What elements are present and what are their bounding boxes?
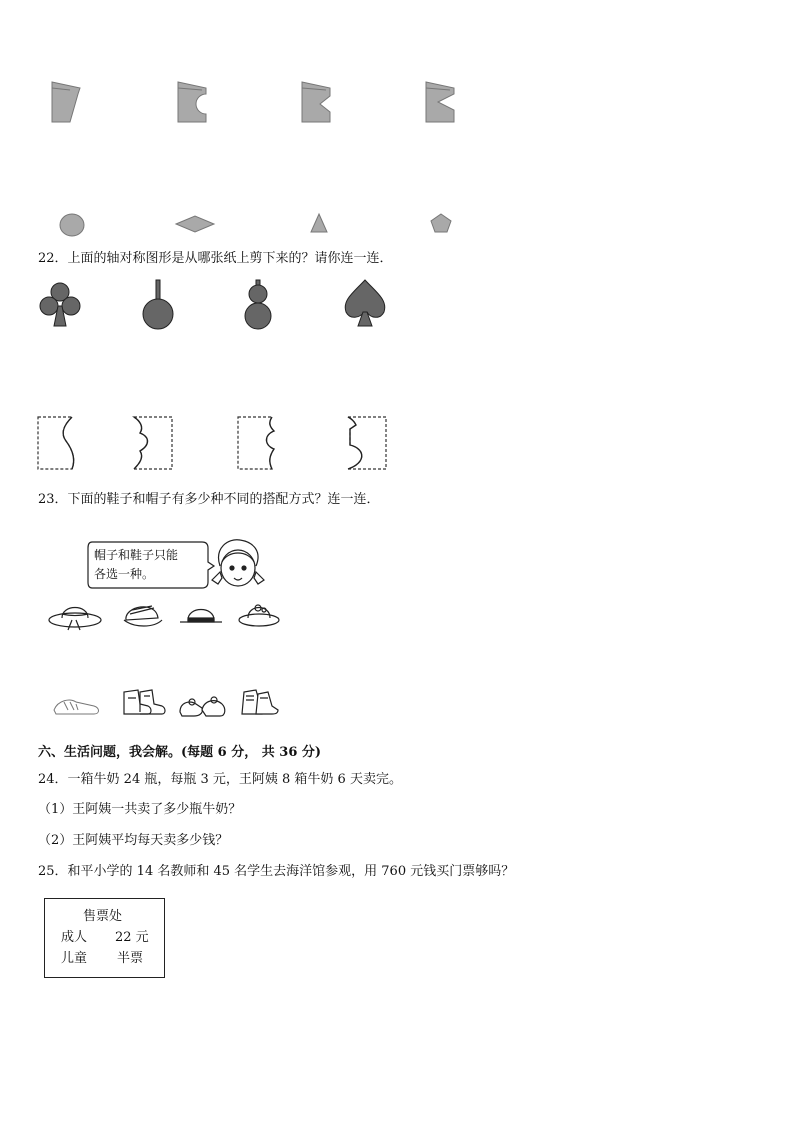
question-24: 24．一箱牛奶 24 瓶，每瓶 3 元，王阿姨 8 箱牛奶 6 天卖完。 — [38, 772, 402, 787]
section-6-heading: 六、生活问题，我会解。(每题 6 分， 共 36 分) — [38, 745, 322, 760]
dashed-paper-1-icon — [36, 415, 78, 471]
ticket-board-title: 售票处 — [83, 909, 123, 924]
dashed-paper-4-icon — [344, 415, 390, 471]
dashed-paper-3-icon — [236, 415, 280, 471]
child-price: 半票 — [117, 951, 144, 966]
cap-icon — [120, 598, 164, 632]
fedora-hat-icon — [178, 600, 224, 632]
gourd-shape-icon — [240, 278, 276, 332]
question-22: 22．上面的轴对称图形是从哪张纸上剪下来的？请你连一连． — [38, 251, 393, 266]
ticket-price-board — [44, 898, 165, 978]
folded-paper-3-icon — [298, 80, 334, 126]
folded-paper-1-icon — [48, 80, 84, 126]
child-label: 儿童 — [61, 951, 88, 966]
spade-shape-icon — [340, 278, 390, 330]
bow-shoes-icon — [176, 686, 228, 720]
speech-bubble-line-1: 帽子和鞋子只能 — [94, 548, 179, 562]
circle-shape-icon — [58, 212, 86, 238]
adult-price: 22 元 — [115, 930, 149, 945]
bottle-shape-icon — [140, 278, 176, 332]
question-24-part-2: （2）王阿姨平均每天卖多少钱？ — [38, 833, 229, 848]
folded-paper-2-icon — [174, 80, 210, 126]
pentagon-shape-icon — [429, 212, 453, 234]
triangle-shape-icon — [309, 212, 329, 234]
question-24-part-1: （1）王阿姨一共卖了多少瓶牛奶？ — [38, 802, 242, 817]
speech-bubble-line-2: 各选一种。 — [94, 567, 155, 581]
white-sneaker-icon — [50, 690, 102, 720]
question-25: 25．和平小学的 14 名教师和 45 名学生去海洋馆参观，用 760 元钱买门票够吗？ — [38, 864, 515, 879]
dashed-paper-2-icon — [130, 415, 176, 471]
wide-brim-hat-icon — [46, 598, 104, 632]
high-top-sneakers-icon — [236, 684, 280, 720]
adult-label: 成人 — [61, 930, 88, 945]
club-shape-icon — [38, 280, 82, 330]
folded-paper-4-icon — [422, 80, 458, 126]
boot-shoes-icon — [118, 684, 168, 720]
girl-icon — [208, 536, 268, 592]
question-23: 23．下面的鞋子和帽子有多少种不同的搭配方式？连一连． — [38, 492, 380, 507]
diamond-shape-icon — [174, 214, 216, 234]
flower-hat-icon — [236, 598, 282, 630]
